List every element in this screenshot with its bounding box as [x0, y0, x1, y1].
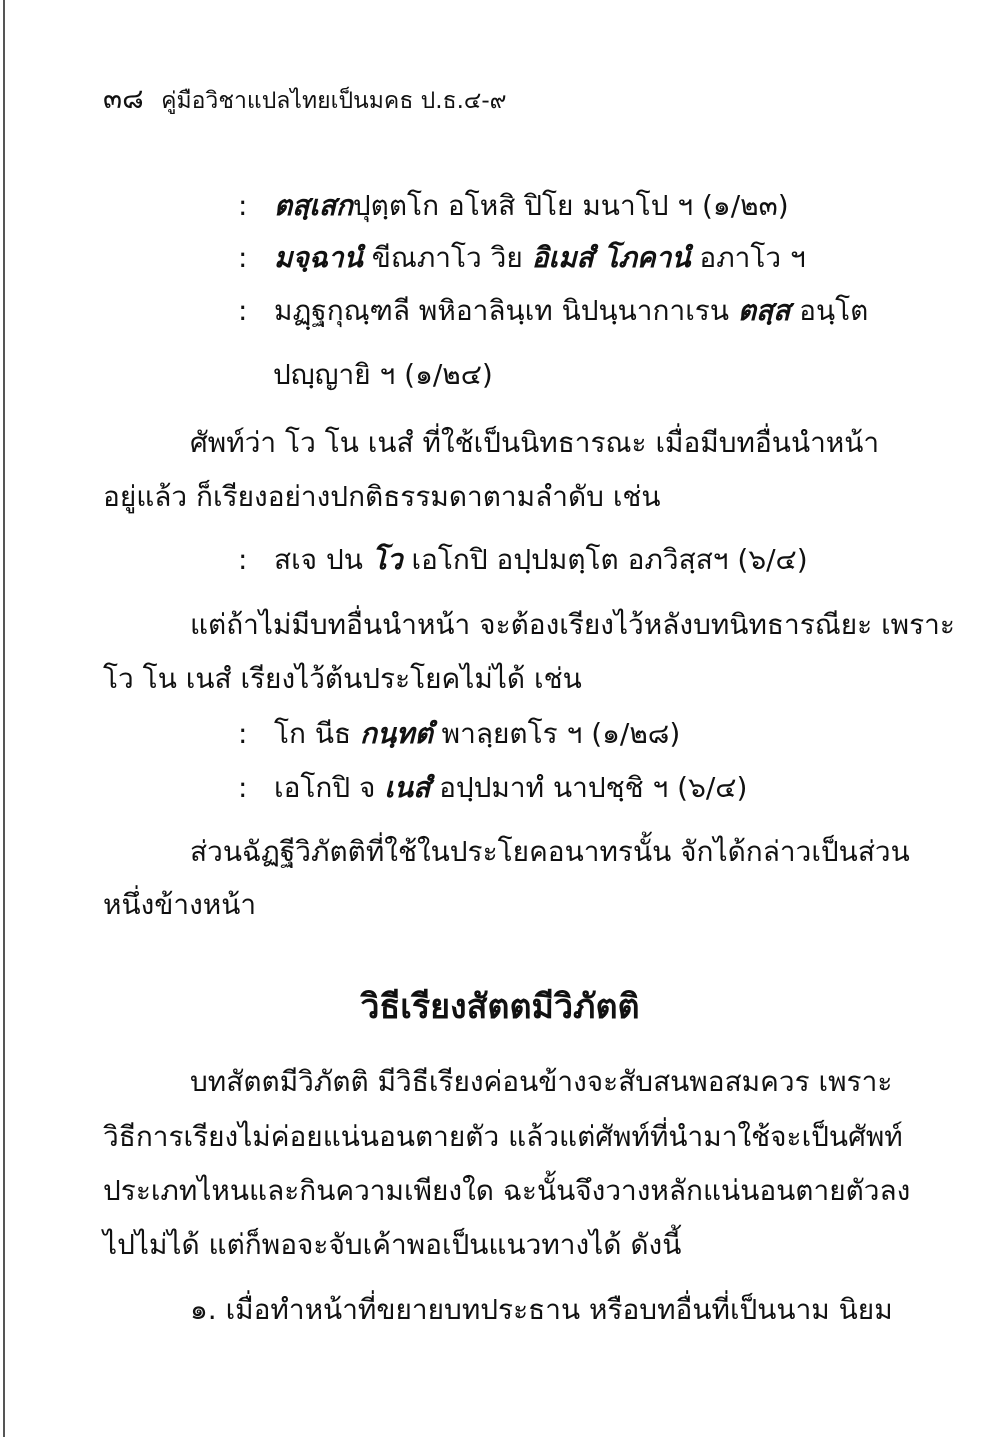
quote-text-bold: ตสฺเสก	[274, 189, 353, 222]
quote-line-3-cont: ปญฺญายิ ฯ (๑/๒๔)	[273, 358, 493, 391]
section-heading: วิธีเรียงสัตตมีวิภัตติ	[360, 987, 640, 1027]
paragraph-2-line-1: แต่ถ้าไม่มีบทอื่นนำหน้า จะต้องเรียงไว้หลังบทนิทธารณียะ เพราะ	[190, 608, 955, 641]
quote-text-bold: ตสฺส	[737, 294, 791, 327]
quote-line-6	[238, 768, 747, 808]
quote-text: อภาโว ฯ	[690, 241, 806, 274]
quote-text: เอโกปิ จ	[274, 771, 385, 804]
paragraph-1-line-2: อยู่แล้ว ก็เรียงอย่างปกติธรรมดาตามลำดับ เช่น	[103, 480, 661, 513]
page-number: ๓๘	[103, 82, 144, 115]
quote-text-bold: มจฺฉานํ	[274, 241, 363, 274]
quote-text: มฏฺฐกุณฺฑลี พหิอาลินฺเท นิปนฺนากาเรน	[274, 294, 738, 327]
paragraph-4-line-1: บทสัตตมีวิภัตติ มีวิธีเรียงค่อนข้างจะสับสนพอสมควร เพราะ	[190, 1065, 893, 1098]
quote-colon: :	[238, 294, 248, 327]
quote-text: อนฺโต	[790, 294, 869, 327]
quote-line-5	[238, 714, 680, 754]
quote-colon: :	[238, 717, 248, 750]
paragraph-2-line-2: โว โน เนสํ เรียงไว้ต้นประโยคไม่ได้ เช่น	[103, 662, 582, 695]
quote-line-3	[238, 291, 868, 331]
quote-line-2	[238, 238, 806, 278]
quote-text-bold: กนฺทตํ	[360, 717, 433, 750]
quote-text-bold: อิเมสํ โภคานํ	[531, 241, 691, 274]
paragraph-4-line-4: ไปไม่ได้ แต่ก็พอจะจับเค้าพอเป็นแนวทางได้ ดังนี้	[103, 1228, 682, 1261]
quote-text: ขีณภาโว วิย	[362, 241, 532, 274]
quote-text: ปุตฺตโก อโหสิ ปิโย มนาโป ฯ (๑/๒๓)	[352, 189, 789, 222]
page-edge-line	[3, 0, 5, 1437]
quote-text: เอโกปิ อปฺปมตฺโต อภวิสฺสฯ (๖/๔)	[402, 543, 808, 576]
paragraph-3-line-1: ส่วนฉัฏฐีวิภัตติที่ใช้ในประโยคอนาทรนั้น จักได้กล่าวเป็นส่วน	[190, 835, 910, 868]
quote-colon: :	[238, 771, 248, 804]
quote-text-bold: เนสํ	[384, 771, 431, 804]
paragraph-4-line-2: วิธีการเรียงไม่ค่อยแน่นอนตายตัว แล้วแต่ศัพท์ที่นำมาใช้จะเป็นศัพท์	[103, 1120, 903, 1153]
quote-colon: :	[238, 189, 248, 222]
quote-line-4	[238, 540, 808, 580]
quote-colon: :	[238, 543, 248, 576]
quote-text: อปฺปมาทํ นาปชฺชิ ฯ (๖/๔)	[430, 771, 748, 804]
quote-text: โก นีธ	[274, 717, 361, 750]
quote-colon: :	[238, 241, 248, 274]
running-header	[103, 82, 506, 118]
paragraph-1-line-1: ศัพท์ว่า โว โน เนสํ ที่ใช้เป็นนิทธารณะ เมื่อมีบทอื่นนำหน้า	[190, 426, 880, 459]
book-title: คู่มือวิชาแปลไทยเป็นมคธ ป.ธ.๔-๙	[161, 88, 507, 114]
paragraph-5-line-1: ๑. เมื่อทำหน้าที่ขยายบทประธาน หรือบทอื่นที่เป็นนาม นิยม	[190, 1293, 893, 1326]
quote-text: สเจ ปน	[274, 543, 372, 576]
quote-text: พาลฺยตโร ฯ (๑/๒๘)	[432, 717, 681, 750]
quote-text-bold: โว	[371, 543, 403, 576]
quote-line-1	[238, 186, 789, 226]
paragraph-4-line-3: ประเภทไหนและกินความเพียงใด ฉะนั้นจึงวางหลักแน่นอนตายตัวลง	[103, 1174, 911, 1207]
paragraph-3-line-2: หนึ่งข้างหน้า	[103, 888, 257, 921]
